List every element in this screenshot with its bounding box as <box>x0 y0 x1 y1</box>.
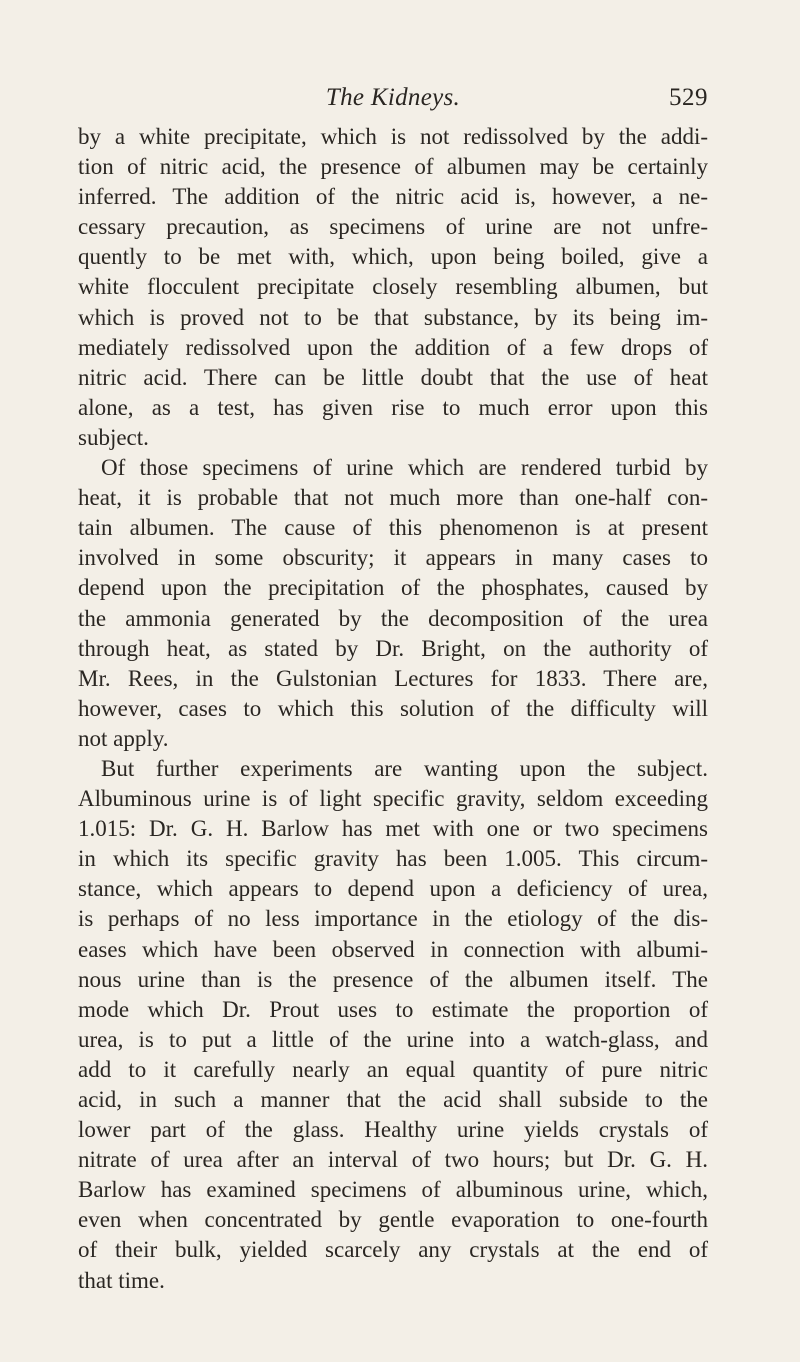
paragraph-start-line: Of those specimens of urine which are rendered turbid by <box>101 455 708 481</box>
text-line: inferred. The addition of the nitric acid is, however, a ne- <box>78 184 708 210</box>
text-line: in which its specific gravity has been 1.005. This circum- <box>78 846 708 872</box>
text-line: nous urine than is the presence of the albumen itself. The <box>78 966 708 992</box>
text-line: the ammonia generated by the decomposition of the urea <box>78 605 708 631</box>
text-line: tain albumen. The cause of this phenomenon is at present <box>78 515 708 541</box>
text-line: involved in some obscurity; it appears in many cases to <box>78 545 708 571</box>
text-line: however, cases to which this solution of the difficulty will <box>78 695 708 721</box>
text-line: cessary precaution, as specimens of urine are not unfre- <box>78 214 708 240</box>
text-line: lower part of the glass. Healthy urine yields crystals of <box>78 1117 708 1143</box>
text-line: alone, as a test, has given rise to much error upon this <box>78 394 708 420</box>
text-line: which is proved not to be that substance, by its being im- <box>78 304 708 330</box>
text-line: Barlow has examined specimens of albuminous urine, which, <box>78 1177 708 1203</box>
text-line: stance, which appears to depend upon a deficiency of urea, <box>78 876 708 902</box>
paragraph-end-line: not apply. <box>78 725 169 751</box>
page-number: 529 <box>669 84 708 111</box>
text-line: add to it carefully nearly an equal quantity of pure nitric <box>78 1056 708 1082</box>
text-line: even when concentrated by gentle evaporation to one-fourth <box>78 1207 708 1233</box>
text-line: white flocculent precipitate closely resembling albumen, but <box>78 274 708 300</box>
paragraph-end-line: that time. <box>78 1267 165 1293</box>
text-line: nitric acid. There can be little doubt that the use of heat <box>78 364 708 390</box>
text-line: by a white precipitate, which is not redissolved by the addi- <box>78 124 708 149</box>
text-line: heat, it is probable that not much more than one-half con- <box>78 485 708 511</box>
text-line: is perhaps of no less importance in the etiology of the dis- <box>78 906 708 932</box>
running-title: The Kidneys. <box>325 84 461 111</box>
text-line: quently to be met with, which, upon being boiled, give a <box>78 244 708 270</box>
text-line: mode which Dr. Prout uses to estimate the proportion of <box>78 996 708 1022</box>
paragraph-start-line: But further experiments are wanting upon the subject. <box>101 755 708 781</box>
text-line: depend upon the precipitation of the phosphates, caused by <box>78 575 708 601</box>
text-line: Albuminous urine is of light specific gravity, seldom exceeding <box>78 786 708 812</box>
text-line: tion of nitric acid, the presence of albumen may be certainly <box>78 154 708 180</box>
paragraph-end-line: subject. <box>78 424 149 450</box>
text-line: Mr. Rees, in the Gulstonian Lectures for 1833. There are, <box>78 665 708 691</box>
running-head <box>78 80 708 116</box>
text-line: eases which have been observed in connection with albumi- <box>78 936 708 962</box>
text-line: through heat, as stated by Dr. Bright, on the authority of <box>78 635 708 661</box>
text-line: nitrate of urea after an interval of two hours; but Dr. G. H. <box>78 1147 708 1173</box>
text-line: urea, is to put a little of the urine into a watch-glass, and <box>78 1026 708 1052</box>
body-text <box>78 122 708 1296</box>
text-line: acid, in such a manner that the acid shall subside to the <box>78 1087 708 1112</box>
text-line: 1.015: Dr. G. H. Barlow has met with one or two specimens <box>78 816 708 842</box>
text-line: mediately redissolved upon the addition of a few drops of <box>78 334 708 360</box>
text-line: of their bulk, yielded scarcely any crystals at the end of <box>78 1237 708 1263</box>
